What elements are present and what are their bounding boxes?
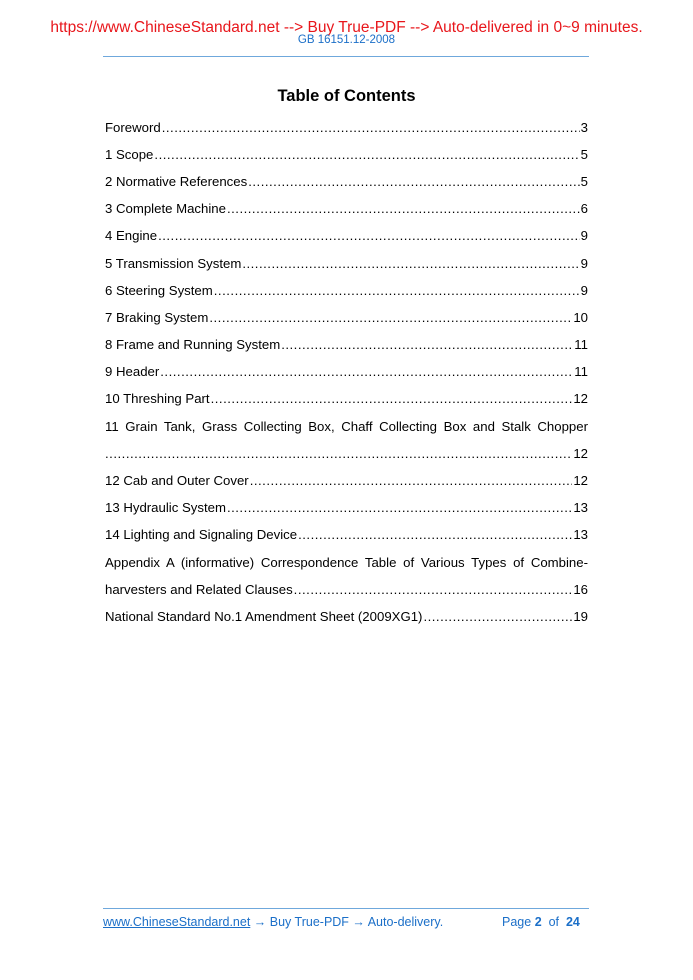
toc-entry-foreword[interactable] [105, 114, 588, 141]
toc-entry-page: 11 [574, 364, 588, 380]
dot-leader [105, 446, 572, 462]
dot-leader [242, 256, 579, 272]
toc-entry-complete-machine[interactable] [105, 196, 588, 223]
page-of: of [548, 915, 560, 929]
toc-entry-cab-outer-cover[interactable] [105, 467, 588, 494]
dot-leader [423, 609, 572, 625]
toc-entry-page: 6 [580, 201, 588, 217]
toc-entry-page: 10 [573, 309, 588, 325]
page-word: Page [502, 915, 532, 929]
dot-leader [281, 337, 573, 353]
toc-entry-page: 13 [573, 500, 588, 516]
toc-list [105, 114, 588, 631]
toc-entry-page: 11 [574, 337, 588, 353]
dot-leader [209, 310, 572, 326]
toc-entry-page: 5 [580, 146, 588, 162]
toc-entry-label: 1 Scope [105, 146, 154, 162]
dot-leader [298, 527, 572, 543]
page-indicator [502, 914, 580, 930]
toc-entry-normative-references[interactable] [105, 168, 588, 195]
toc-entry-page: 9 [580, 255, 588, 271]
toc-entry-label: 14 Lighting and Signaling Device [105, 527, 298, 543]
header-divider [103, 56, 589, 57]
toc-entry-page: 19 [573, 608, 588, 624]
toc-entry-label: 9 Header [105, 364, 160, 380]
toc-entry-label: 8 Frame and Running System [105, 337, 281, 353]
toc-entry-label: 3 Complete Machine [105, 201, 226, 217]
toc-entry-label: 5 Transmission System [105, 255, 242, 271]
toc-entry-page: 12 [573, 445, 588, 461]
toc-entry-page: 13 [573, 527, 588, 543]
toc-entry-lighting-signaling[interactable] [105, 522, 588, 549]
toc-entry-transmission-system[interactable] [105, 250, 588, 277]
toc-entry-label: 2 Normative References [105, 173, 248, 189]
footer-tagline: → Buy True-PDF → Auto-delivery. [250, 915, 444, 929]
toc-entry-page: 5 [580, 173, 588, 189]
toc-entry-page: 9 [580, 282, 588, 298]
top-banner-link[interactable]: https://www.ChineseStandard.net --> Buy True-PDF --> Auto-delivered in 0~9 minutes. [50, 19, 643, 36]
dot-leader [211, 391, 573, 407]
footer-site-link[interactable]: www.ChineseStandard.net [103, 915, 251, 929]
dot-leader [248, 174, 579, 190]
toc-entry-braking-system[interactable] [105, 304, 588, 331]
toc-entry-page: 12 [573, 473, 588, 489]
toc-entry-frame-running-system[interactable] [105, 332, 588, 359]
dot-leader [250, 473, 573, 489]
page-total: 24 [565, 915, 580, 929]
dot-leader [227, 500, 572, 516]
standard-code: GB 16151.12-2008 [297, 34, 396, 46]
footer-divider [103, 908, 589, 909]
toc-entry-page: 12 [573, 391, 588, 407]
toc-entry-page: 16 [573, 581, 588, 597]
dot-leader [160, 364, 573, 380]
toc-entry-page: 9 [580, 228, 588, 244]
toc-entry-label: 12 Cab and Outer Cover [105, 473, 249, 489]
toc-entry-label: Appendix A (informative) Correspondence Table of Various Types of Combine- [105, 554, 588, 570]
toc-entry-appendix-a-line1[interactable] [105, 549, 588, 576]
toc-entry-appendix-a-line2[interactable] [105, 576, 588, 603]
toc-entry-label: Foreword [105, 119, 161, 135]
toc-entry-label: harvesters and Related Clauses [105, 581, 293, 597]
toc-entry-label: 13 Hydraulic System [105, 500, 226, 516]
toc-entry-grain-tank-line2[interactable] [105, 440, 588, 467]
dot-leader [294, 582, 573, 598]
toc-entry-grain-tank-line1[interactable] [105, 413, 588, 440]
dot-leader [214, 283, 580, 299]
toc-entry-steering-system[interactable] [105, 277, 588, 304]
toc-entry-scope[interactable] [105, 141, 588, 168]
toc-entry-amendment-sheet[interactable] [105, 603, 588, 630]
toc-entry-label: 10 Threshing Part [105, 391, 210, 407]
toc-entry-label: 6 Steering System [105, 282, 213, 298]
footer-left [103, 914, 443, 930]
dot-leader [154, 147, 579, 163]
dot-leader [162, 120, 580, 136]
page-current: 2 [534, 915, 542, 929]
dot-leader [158, 228, 580, 244]
dot-leader [227, 201, 580, 217]
toc-entry-header[interactable] [105, 359, 588, 386]
toc-entry-label: National Standard No.1 Amendment Sheet (2009XG1) [105, 608, 423, 624]
toc-entry-label: 4 Engine [105, 228, 158, 244]
toc-entry-hydraulic-system[interactable] [105, 495, 588, 522]
toc-entry-engine[interactable] [105, 223, 588, 250]
toc-entry-threshing-part[interactable] [105, 386, 588, 413]
page-title: Table of Contents [277, 87, 416, 105]
toc-entry-label: 11 Grain Tank, Grass Collecting Box, Chaff Collecting Box and Stalk Chopper [105, 418, 588, 434]
toc-entry-label: 7 Braking System [105, 309, 209, 325]
toc-entry-page: 3 [580, 119, 588, 135]
